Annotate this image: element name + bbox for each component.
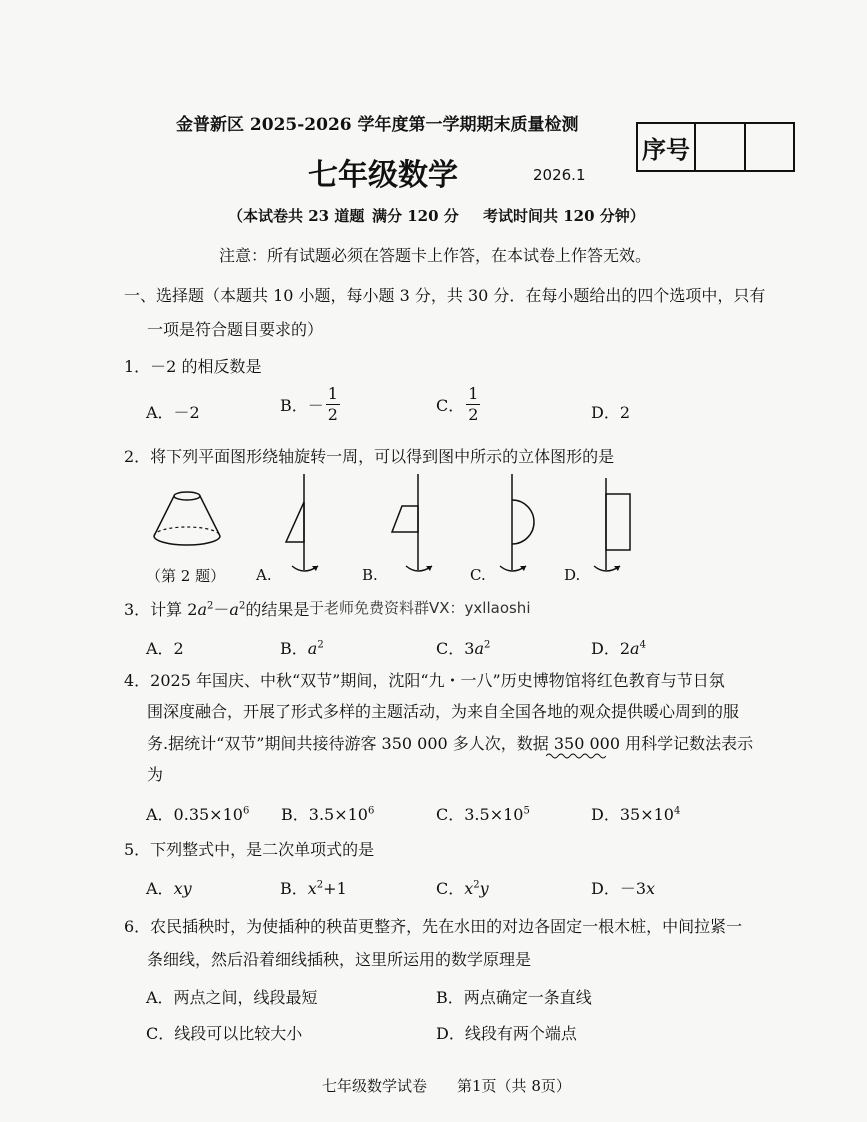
q4-line4: 为 bbox=[147, 765, 164, 784]
q3-b-prefix: B． bbox=[280, 639, 308, 658]
q3-exp-1: 2 bbox=[207, 600, 214, 612]
sequence-number-box bbox=[636, 122, 795, 172]
q2-option-c-semicircle-figure bbox=[496, 472, 546, 582]
info-time: 考试时间共 120 分钟） bbox=[483, 207, 645, 225]
q5-c-var: x bbox=[464, 879, 474, 898]
q1-option-c-fraction bbox=[466, 386, 480, 423]
q3-c-prefix: C．3 bbox=[436, 639, 475, 658]
q6-line1: 6．农民插秧时，为使插种的秧苗更整齐，先在水田的对边各固定一根木桩，中间拉紧一 bbox=[124, 917, 743, 936]
q5-d-prefix: D．－3 bbox=[591, 879, 647, 898]
q2-option-a-triangle-figure bbox=[282, 472, 332, 582]
info-questions: （本试卷共 23 道题 bbox=[228, 207, 365, 225]
q6-line2: 条细线，然后沿着细线插秧，这里所运用的数学原理是 bbox=[147, 950, 532, 969]
q5-c-tail: y bbox=[479, 879, 489, 898]
q4-b-base: B．3.5×10 bbox=[281, 805, 368, 824]
q4-option-d bbox=[591, 802, 680, 825]
q4-emphasis-wave bbox=[546, 752, 606, 760]
q4-option-c bbox=[436, 802, 530, 825]
q2-figure-caption: （第 2 题） bbox=[146, 567, 226, 585]
q3-exp-2: 2 bbox=[238, 600, 246, 612]
q3-b-exp: 2 bbox=[317, 639, 324, 651]
q1-option-c-label: C． bbox=[436, 396, 465, 415]
q3-d-prefix: D．2 bbox=[591, 639, 631, 658]
q1-c-numerator: 1 bbox=[468, 384, 479, 403]
q4-line1: 4．2025 年国庆、中秋“双节”期间，沈阳“九・一八”历史博物馆将红色教育与节日氛 bbox=[124, 671, 725, 690]
q4-c-exp: 5 bbox=[523, 805, 530, 817]
q3-var-1: a bbox=[197, 600, 207, 619]
q2-option-c: C. bbox=[470, 566, 486, 584]
info-score: 满分 120 分 bbox=[372, 207, 459, 225]
q6-option-c: C．线段可以比较大小 bbox=[146, 1024, 303, 1043]
q4-d-exp: 4 bbox=[673, 805, 681, 817]
q3-stem-suffix: 的结果是 bbox=[245, 600, 310, 619]
q2-option-b-trapezoid-figure bbox=[388, 472, 438, 582]
subject-title: 七年级数学 bbox=[308, 158, 458, 193]
section-title-line2: 一项是符合题目要求的） bbox=[147, 320, 324, 339]
q1-b-denominator: 2 bbox=[327, 405, 338, 424]
q5-b-prefix: B． bbox=[280, 879, 308, 898]
q6-option-d: D．线段有两个端点 bbox=[436, 1024, 577, 1043]
q3-c-exp: 2 bbox=[483, 639, 491, 651]
q1-c-denominator: 2 bbox=[468, 405, 479, 424]
q2-option-a: A. bbox=[256, 566, 272, 584]
q3-c-var: a bbox=[474, 639, 484, 658]
q1-b-numerator: 1 bbox=[327, 384, 338, 403]
q3-b-var: a bbox=[307, 639, 318, 658]
q5-option-d bbox=[591, 876, 655, 899]
q5-b-tail: +1 bbox=[323, 879, 347, 898]
q3-option-b bbox=[280, 636, 324, 659]
q4-line2: 围深度融合，开展了形式多样的主题活动，为来自全国各地的观众提供暖心周到的服 bbox=[147, 702, 740, 721]
q4-b-exp: 6 bbox=[367, 805, 375, 817]
q4-d-base: D．35×10 bbox=[591, 805, 674, 824]
exam-title: 金普新区 2025-2026 学年度第一学期期末质量检测 bbox=[176, 115, 579, 135]
frustum-figure bbox=[150, 488, 225, 558]
q6-option-b: B．两点确定一条直线 bbox=[436, 988, 592, 1007]
q3-stem bbox=[124, 597, 309, 620]
q4-c-base: C．3.5×10 bbox=[436, 805, 524, 824]
sequence-cell-2 bbox=[744, 124, 793, 170]
q2-stem: 2．将下列平面图形绕轴旋转一周，可以得到图中所示的立体图形的是 bbox=[124, 447, 615, 466]
q3-var-2: a bbox=[229, 600, 239, 619]
q1-option-a: A．－2 bbox=[146, 403, 200, 422]
q5-b-exp: 2 bbox=[316, 879, 324, 891]
q2-option-d-rectangle-figure bbox=[590, 472, 640, 582]
sequence-cell-1 bbox=[694, 124, 744, 170]
q4-option-b bbox=[281, 802, 374, 825]
q4-option-a bbox=[146, 802, 249, 825]
q5-b-var: x bbox=[307, 879, 317, 898]
q5-c-exp: 2 bbox=[473, 879, 480, 891]
q5-a-prefix: A． bbox=[146, 879, 174, 898]
q1-option-c bbox=[436, 386, 480, 423]
q5-d-var: x bbox=[646, 879, 656, 898]
notice: 注意：所有试题必须在答题卡上作答，在本试卷上作答无效。 bbox=[219, 246, 652, 265]
q1-option-b-label: B．－ bbox=[280, 396, 324, 415]
q2-option-d: D. bbox=[564, 566, 581, 584]
q5-option-a bbox=[146, 876, 192, 899]
q3-stem-minus: － bbox=[213, 600, 230, 619]
q5-option-b bbox=[280, 876, 347, 899]
exam-date: 2026.1 bbox=[533, 166, 586, 184]
page-footer: 七年级数学试卷 第1页（共 8页） bbox=[322, 1077, 571, 1095]
watermark-text: 于老师免费资料群VX：yxllaoshi bbox=[309, 599, 531, 617]
q4-line3: 务.据统计“双节”期间共接待游客 350 000 多人次，数据 350 000 用科学记数法表示 bbox=[147, 734, 754, 753]
q1-option-b bbox=[280, 386, 340, 423]
q3-d-var: a bbox=[630, 639, 640, 658]
q4-a-exp: 6 bbox=[242, 805, 250, 817]
sequence-label: 序号 bbox=[642, 135, 690, 164]
q3-option-a: A．2 bbox=[146, 639, 184, 658]
q5-option-c bbox=[436, 876, 489, 899]
q3-option-c bbox=[436, 636, 490, 659]
q1-option-b-fraction bbox=[326, 386, 340, 423]
q5-a-expr: xy bbox=[173, 879, 192, 898]
q3-option-d bbox=[591, 636, 646, 659]
q3-d-exp: 4 bbox=[639, 639, 646, 651]
q6-option-a: A．两点之间，线段最短 bbox=[146, 988, 318, 1007]
q5-c-prefix: C． bbox=[436, 879, 465, 898]
section-title-line1: 一、选择题（本题共 10 小题，每小题 3 分，共 30 分．在每小题给出的四个选项中，只有 bbox=[124, 286, 766, 305]
q5-stem: 5．下列整式中，是二次单项式的是 bbox=[124, 840, 375, 859]
q1-stem: 1．－2 的相反数是 bbox=[124, 357, 262, 376]
q3-stem-prefix: 3．计算 2 bbox=[124, 600, 198, 619]
q4-a-base: A．0.35×10 bbox=[146, 805, 243, 824]
q2-option-b: B. bbox=[362, 566, 378, 584]
q1-option-d: D．2 bbox=[591, 403, 631, 422]
